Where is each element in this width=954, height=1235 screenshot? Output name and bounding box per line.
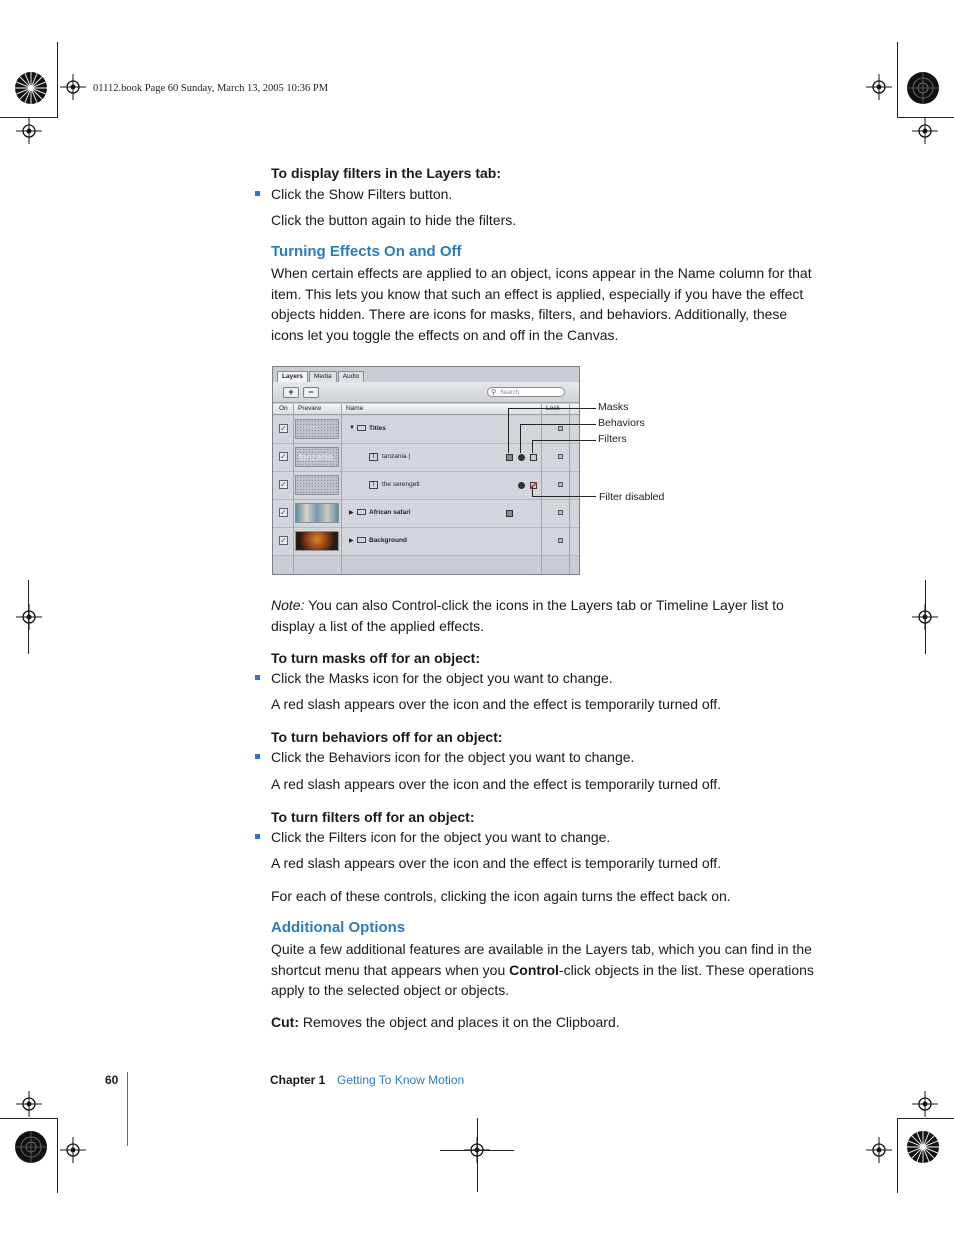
note-paragraph: [271, 595, 816, 636]
footer-rule: [127, 1072, 128, 1146]
masks-icon[interactable]: [506, 510, 513, 517]
crop-mark: [897, 1118, 954, 1119]
bullet-marker: [255, 191, 260, 196]
display-filters-step: Click the Show Filters button.: [271, 186, 453, 202]
registration-crosshair-icon: [16, 1091, 42, 1117]
behaviors-icon[interactable]: [518, 482, 525, 489]
display-filters-note: Click the button again to hide the filters.: [271, 212, 517, 228]
registration-crosshair-icon: [912, 118, 938, 144]
registration-crosshair-icon: [60, 1137, 86, 1163]
remove-layer-button[interactable]: −: [303, 387, 319, 398]
layer-name: Titles: [369, 425, 386, 432]
callout-line-filters: [532, 440, 596, 441]
layer-enable-checkbox[interactable]: ✓: [280, 424, 287, 433]
column-divider: [541, 404, 542, 574]
display-filters-heading: To display filters in the Layers tab:: [271, 165, 502, 181]
lock-icon[interactable]: [558, 426, 563, 431]
note-text-pre: You can also: [304, 597, 392, 613]
column-name: Name: [346, 405, 364, 412]
note-text-post: -click the icons in the Layers tab or Timeline Layer list to display a list of the applied effects.: [271, 597, 784, 634]
callout-line-filters: [532, 440, 533, 453]
column-header-row: [273, 404, 579, 415]
crop-mark: [57, 42, 58, 117]
column-preview: Preview: [298, 405, 322, 412]
layer-enable-checkbox[interactable]: ✓: [280, 536, 287, 545]
disclosure-triangle-icon[interactable]: ▶: [349, 510, 354, 516]
filters-step: Click the Filters icon for the object you want to change.: [271, 829, 611, 845]
search-icon: ⚲: [491, 389, 497, 396]
layer-enable-checkbox[interactable]: ✓: [280, 480, 287, 489]
crop-mark: [897, 1118, 898, 1193]
preview-label: tanzania: [299, 452, 334, 462]
layer-preview-thumbnail: [295, 419, 339, 439]
tab-layers[interactable]: Layers: [277, 371, 308, 382]
callout-filter-disabled: Filter disabled: [599, 491, 665, 503]
footer-chapter-title: Getting To Know Motion: [337, 1073, 465, 1087]
behaviors-result: A red slash appears over the icon and the effect is temporarily turned off.: [271, 776, 722, 792]
additional-text-post: -click objects in the list. These operations apply to the selected object or objects.: [271, 961, 814, 998]
tab-media[interactable]: Media: [309, 371, 337, 382]
layer-name: African safari: [369, 509, 411, 516]
starburst-registration-icon: [906, 71, 940, 105]
text-layer-icon: T: [369, 453, 378, 461]
group-icon: [357, 509, 366, 515]
callout-line-masks: [508, 408, 509, 453]
registration-crosshair-icon: [866, 1137, 892, 1163]
column-divider: [293, 404, 294, 574]
note-label: Note:: [271, 597, 305, 613]
column-on: On: [279, 405, 288, 412]
registration-crosshair-icon: [60, 74, 86, 100]
column-lock: [546, 404, 560, 414]
cut-text: Removes the object and places it on the Clipboard.: [299, 1014, 620, 1030]
layers-tab-screenshot: [272, 366, 580, 575]
crop-mark: [925, 580, 926, 654]
layers-toolbar: [273, 382, 579, 403]
layer-preview-thumbnail: [295, 447, 339, 467]
callout-masks: Masks: [598, 401, 629, 413]
bullet-marker: [255, 675, 260, 680]
footer-chapter: Chapter 1: [270, 1073, 326, 1087]
layer-enable-checkbox[interactable]: ✓: [280, 452, 287, 461]
callout-line-masks: [508, 408, 596, 409]
callout-filters: Filters: [598, 433, 627, 445]
layer-preview-thumbnail: [295, 503, 339, 523]
layer-name: the serengeti: [382, 481, 420, 488]
behaviors-step: Click the Behaviors icon for the object you want to change.: [271, 749, 635, 765]
additional-text-pre: Quite a few additional features are available in the Layers tab, which you can find in the shortcut menu that appears when you: [271, 941, 812, 978]
registration-crosshair-icon: [16, 118, 42, 144]
filters-heading: To turn filters off for an object:: [271, 809, 475, 825]
callout-line-behaviors: [520, 424, 521, 453]
layer-row-background[interactable]: [273, 528, 579, 556]
callout-line-behaviors: [520, 424, 596, 425]
filters-icon[interactable]: [530, 454, 537, 461]
masks-heading: To turn masks off for an object:: [271, 650, 480, 666]
disclosure-triangle-icon[interactable]: ▼: [349, 425, 355, 431]
registration-crosshair-icon: [16, 604, 42, 630]
lock-icon[interactable]: [558, 510, 563, 515]
disclosure-triangle-icon[interactable]: ▶: [349, 538, 354, 544]
layer-row-tanzania[interactable]: [273, 444, 579, 472]
additional-options-paragraph: [271, 939, 831, 1001]
cut-label: Cut:: [271, 1014, 299, 1030]
layer-row-african-safari[interactable]: [273, 500, 579, 528]
add-layer-button[interactable]: +: [283, 387, 299, 398]
each-control-paragraph: For each of these controls, clicking the icon again turns the effect back on.: [271, 888, 731, 904]
crop-mark: [57, 1118, 58, 1193]
registration-crosshair-icon: [866, 74, 892, 100]
turning-effects-title: Turning Effects On and Off: [271, 243, 462, 260]
search-placeholder: Search: [500, 390, 520, 396]
callout-behaviors: Behaviors: [598, 417, 645, 429]
group-icon: [357, 425, 366, 431]
behaviors-heading: To turn behaviors off for an object:: [271, 729, 503, 745]
layer-name: Background: [369, 537, 407, 544]
layer-enable-checkbox[interactable]: ✓: [280, 508, 287, 517]
additional-text-bold: Control: [509, 961, 559, 978]
starburst-registration-icon: [14, 1130, 48, 1164]
crop-mark: [897, 42, 898, 117]
masks-icon[interactable]: [506, 454, 513, 461]
behaviors-icon[interactable]: [518, 454, 525, 461]
additional-options-title: Additional Options: [271, 919, 406, 936]
turning-effects-paragraph: When certain effects are applied to an object, icons appear in the Name column for that item. This lets you know that such an effect is applied, especially if you have the effect objects hidden. There are icons for masks, filters, and behaviors. Additionally, these icons let you toggle the effects on and off in the Canvas.: [271, 265, 812, 343]
masks-step: Click the Masks icon for the object you want to change.: [271, 670, 613, 686]
crop-mark: [477, 1118, 478, 1192]
lock-icon[interactable]: [558, 538, 563, 543]
preview-label: ~~~~: [304, 425, 319, 431]
bullet-marker: [255, 754, 260, 759]
crop-mark: [28, 580, 29, 654]
layer-preview-thumbnail: [295, 531, 339, 551]
starburst-registration-icon: [906, 1130, 940, 1164]
layers-tabs: [277, 371, 365, 382]
column-divider: [569, 404, 570, 574]
group-icon: [357, 537, 366, 543]
lock-icon[interactable]: [558, 454, 563, 459]
layer-preview-thumbnail: [295, 475, 339, 495]
lock-icon[interactable]: [558, 482, 563, 487]
page-number: 60: [105, 1073, 119, 1087]
crop-mark: [0, 1118, 58, 1119]
tab-audio[interactable]: Audio: [338, 371, 365, 382]
search-input[interactable]: [487, 387, 565, 397]
callout-line-filter-disabled: [532, 496, 596, 497]
text-layer-icon: T: [369, 481, 378, 489]
callout-line-filter-disabled: [532, 486, 533, 497]
print-slug: 01112.book Page 60 Sunday, March 13, 2005 10:36 PM: [93, 83, 329, 94]
column-divider: [341, 404, 342, 574]
bullet-marker: [255, 834, 260, 839]
masks-result: A red slash appears over the icon and the effect is temporarily turned off.: [271, 696, 722, 712]
filters-result: A red slash appears over the icon and the effect is temporarily turned off.: [271, 855, 722, 871]
layer-name: tanzania |: [382, 453, 411, 460]
starburst-registration-icon: [14, 71, 48, 105]
note-text-bold: Control: [391, 597, 437, 613]
cut-paragraph: [271, 1012, 831, 1033]
registration-crosshair-icon: [912, 1091, 938, 1117]
